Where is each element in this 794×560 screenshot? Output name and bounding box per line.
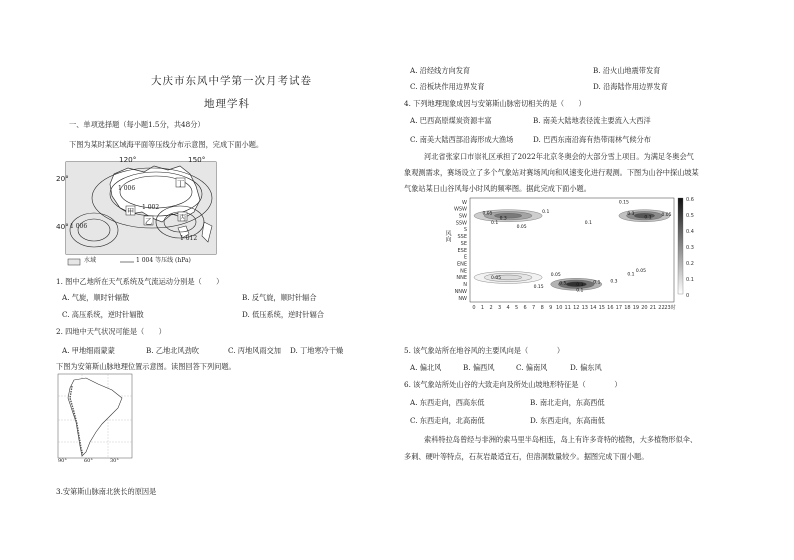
x-tick-label: 4 (506, 305, 510, 311)
x-tick-label: 10 (556, 305, 563, 311)
x-tick-label: 7 (532, 305, 536, 311)
contour-label: 0.3 (610, 279, 618, 285)
contour-label: 0.3 (576, 282, 584, 288)
map2-lon-label: 90° (58, 458, 67, 464)
contour-label: 0.1 (491, 221, 499, 227)
q2-stem: 2. 四地中天气状况可能是（ ） (56, 327, 166, 336)
x-tick-label: 12 (573, 305, 580, 311)
q3-stem: 3.安第斯山脉南北狭长的原因是 (56, 487, 157, 496)
wind-frequency-chart (452, 194, 694, 322)
exam-subtitle: 地理学科 (204, 98, 250, 110)
y-tick-label: NE (460, 268, 467, 275)
place-jia: 甲 (127, 207, 135, 216)
contour-label: 0.05 (482, 211, 493, 217)
x-tick-label: 13 (581, 305, 588, 311)
y-tick-label: SE (460, 240, 467, 247)
q4-option-a[interactable]: A. 巴西高原煤炭资源丰富 (410, 116, 492, 125)
map1-intro: 下图为某时某区域海平面等压线分布示意图，完成下面小题。 (69, 140, 264, 149)
colorbar-tick-label: 0.4 (686, 229, 694, 235)
contour-label: 0.1 (627, 272, 635, 278)
map2-lon-label: 30° (110, 458, 119, 464)
q6-stem: 6. 该气象站所处山谷的大致走向及所处山坡地形特征是（ ） (404, 380, 622, 389)
q1-option-b[interactable]: B. 反气旋，顺时针辐合 (242, 293, 317, 302)
q5-stem: 5. 该气象站所在地谷风的主要风向是（ ） (404, 346, 565, 355)
contour-label: 0.1 (644, 215, 652, 221)
passage-line: 河北省张家口市崇礼区承担了2022年北京冬奥会的大部分雪上项目。为满足冬奥会气 (424, 152, 694, 161)
x-tick-label: 0 (472, 305, 476, 311)
q4-option-c[interactable]: C. 南美大陆西部沿海形成大渔场 (410, 135, 514, 144)
q2-option-b[interactable]: B. 乙地北风劲吹 (146, 346, 199, 355)
contour-label: 0.3 (499, 216, 507, 222)
q1-option-a[interactable]: A. 气旋，顺时针辐散 (62, 293, 130, 302)
y-tick-label: SSE (457, 234, 467, 241)
y-tick-label: E (463, 254, 467, 261)
colorbar-tick-label: 0.2 (686, 261, 694, 267)
colorbar-tick-label: 0.1 (686, 277, 694, 283)
q1-option-d[interactable]: D. 低压系统，逆时针辐合 (242, 310, 324, 319)
q2-option-a[interactable]: A. 甲地细雨蒙蒙 (62, 346, 115, 355)
y-tick-label: W (462, 199, 467, 206)
contour-label: 0.05 (491, 275, 502, 281)
q1-stem: 1. 图中乙地所在天气系统及气流运动分别是（ ） (56, 277, 224, 286)
contour-label: 0.05 (635, 269, 646, 275)
y-tick-label: SW (458, 213, 467, 220)
map2-intro: 下图为安第斯山脉地理位置示意图。读图回答下列问题。 (56, 362, 236, 371)
y-tick-label: ESE (457, 247, 467, 254)
q4-stem: 4. 下列地理现象成因与安第斯山脉密切相关的是（ ） (404, 99, 586, 108)
passage2-line: 索科特拉岛曾经与非洲的索马里半岛相连，岛上有许多奇特的植物，大多植物形似伞、 (424, 435, 698, 444)
x-tick-label: 1 (480, 305, 485, 311)
place-bing: 丙 (179, 213, 187, 222)
x-tick-label: 22 (658, 305, 665, 311)
q5-option-d[interactable]: D. 偏东风 (570, 363, 602, 372)
contour-label: 0.15 (618, 200, 629, 206)
x-tick-label: 6 (523, 305, 527, 311)
chart-plot-area (470, 198, 674, 302)
passage-line: 象观测需求，赛场设立了多个气象站对赛场风向和风速变化进行观测。下图为山谷中探山坡某 (404, 168, 699, 177)
y-tick-label: NW (458, 295, 467, 302)
q5-option-b[interactable]: B. 偏西风 (463, 363, 495, 372)
y-tick-label: NNW (454, 288, 467, 295)
x-tick-label: 5 (515, 305, 519, 311)
q6-option-d[interactable]: D. 东西走向，东高南低 (530, 416, 605, 425)
isobar-label: 1 012 (180, 235, 198, 242)
q1-option-c[interactable]: C. 高压系统，逆时针辐散 (62, 310, 144, 319)
x-tick-label: 18 (624, 305, 631, 311)
x-tick-label: 17 (615, 305, 623, 311)
q3-option-c[interactable]: C. 沿板块作用边界发育 (410, 82, 485, 91)
section-heading: 一、单项选择题（每小题1.5分，共48分） (69, 120, 205, 129)
q3-option-a[interactable]: A. 沿经线方向发育 (410, 66, 471, 75)
legend-water-label: 水域 (84, 257, 97, 264)
isobar-map (56, 156, 236, 271)
isobar-label: 1 002 (142, 204, 160, 211)
q5-option-a[interactable]: A. 偏北风 (410, 363, 442, 372)
x-tick-label: 3 (497, 305, 502, 311)
lon-label-120: 120° (119, 155, 137, 164)
frequency-contour (494, 213, 521, 218)
q6-option-c[interactable]: C. 东西走向，北高南低 (410, 416, 485, 425)
q4-option-b[interactable]: B. 南美大陆地表径流主要流入大西洋 (533, 116, 651, 125)
contour-label: 0.05 (550, 273, 561, 279)
x-tick-label: 15 (598, 305, 606, 311)
q3-option-d[interactable]: D. 沿海陆作用边界发育 (593, 82, 668, 91)
x-tick-label: 20 (641, 305, 648, 311)
y-tick-label: SSW (455, 220, 467, 227)
colorbar-tick-label: 0.6 (686, 197, 694, 203)
colorbar-tick-label: 0 (686, 293, 690, 299)
q2-option-c[interactable]: C. 丙地风雨交加 (228, 346, 281, 355)
passage-line: 气象站某日山谷风每小时风的频率图。据此完成下面小题。 (404, 184, 591, 193)
contour-label: 0.3 (627, 212, 635, 218)
x-tick-label: 8 (540, 305, 544, 311)
q6-option-b[interactable]: B. 南北走向，东高西低 (530, 398, 605, 407)
map2-lon-label: 60° (84, 458, 93, 464)
x-tick-label: 16 (607, 305, 614, 311)
south-america-map (56, 372, 136, 468)
q6-option-a[interactable]: A. 东西走向，西高东低 (410, 398, 485, 407)
y-tick-label: WSW (453, 206, 467, 213)
exam-title: 大庆市东风中学第一次月考试卷 (151, 75, 312, 87)
lat-label-20: 20° (56, 174, 69, 183)
q5-option-c[interactable]: C. 偏南风 (516, 363, 548, 372)
colorbar-tick-label: 0.5 (686, 213, 694, 219)
chart-ylabel: 风向 (444, 230, 451, 242)
q4-option-d[interactable]: D. 巴西东南沿海有热带雨林气候分布 (533, 135, 651, 144)
passage2-line: 多刺、硬叶等特点，石灰岩最适宜石，但溶洞数量较少。据图完成下面小题。 (404, 452, 649, 461)
x-tick-label: 2 (489, 305, 493, 311)
y-tick-label: S (463, 227, 467, 234)
x-tick-label: 11 (564, 305, 571, 311)
isobar-label: 1 006 (70, 223, 88, 230)
legend-water-swatch (68, 259, 80, 265)
x-tick-label: 23时 (664, 305, 676, 311)
y-tick-label: NNE (456, 275, 467, 282)
contour-label: 0.5 (559, 281, 567, 287)
place-ding: 丁 (177, 179, 185, 188)
lon-label-150: 150° (188, 155, 206, 164)
contour-label: 0.15 (533, 284, 544, 290)
q2-option-d[interactable]: D. 丁地寒冷干燥 (290, 346, 344, 355)
legend-isobar-label: 1 004 等压线 (hPa) (136, 257, 191, 264)
colorbar (678, 198, 683, 294)
contour-label: 0.1 (542, 210, 550, 216)
lat-label-40: 40° (56, 222, 69, 231)
x-tick-label: 19 (632, 305, 640, 311)
y-tick-label: N (463, 282, 467, 289)
contour-label: 0.05 (661, 212, 672, 218)
q3-option-b[interactable]: B. 沿火山地震带发育 (593, 66, 661, 75)
y-tick-label: ENE (456, 261, 467, 268)
contour-label: 0.05 (516, 225, 527, 231)
x-tick-label: 14 (590, 305, 597, 311)
contour-label: 0.1 (576, 288, 584, 294)
isobar-label: 1 006 (118, 185, 136, 192)
contour-label: 0.1 (593, 280, 601, 286)
x-tick-label: 9 (549, 305, 553, 311)
contour-label: 0.1 (584, 221, 592, 227)
colorbar-tick-label: 0.3 (686, 245, 694, 251)
x-tick-label: 21 (649, 305, 657, 311)
place-yi: 乙 (145, 217, 153, 226)
